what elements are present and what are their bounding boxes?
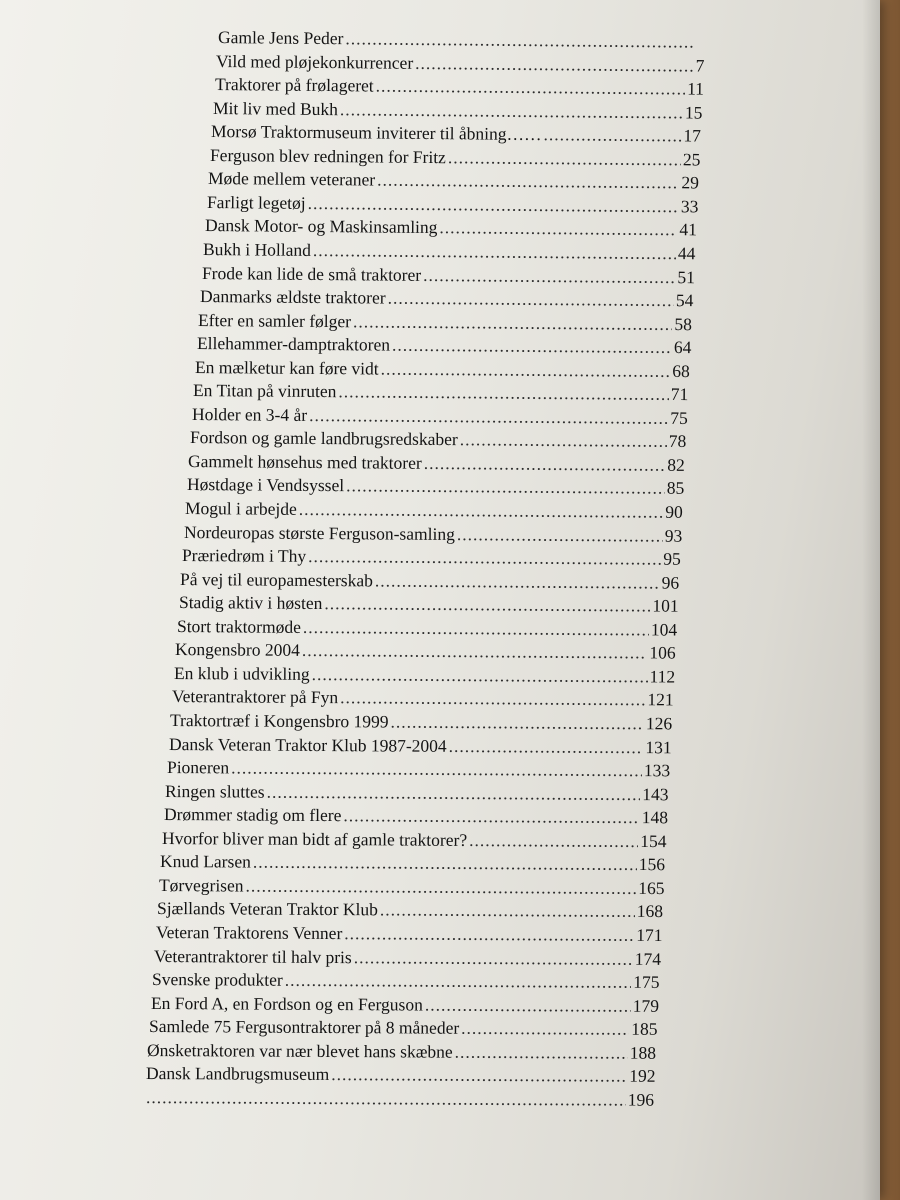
toc-entry <box>195 356 690 382</box>
toc-entry-page-number: 106 <box>649 642 676 663</box>
toc-entry <box>151 992 659 1017</box>
toc-dot-leader <box>331 1063 627 1087</box>
toc-dot-leader <box>354 946 633 970</box>
toc-dot-leader <box>307 192 678 217</box>
toc-entry <box>197 332 692 358</box>
toc-entry-title: Mit liv med Bukh <box>213 97 339 119</box>
toc-entry-page-number: 17 <box>683 125 702 146</box>
toc-entry <box>177 615 677 641</box>
toc-entry <box>144 1086 654 1111</box>
toc-entry-page-number: 33 <box>680 196 698 217</box>
toc-entry-title: Holder en 3-4 år <box>191 403 307 425</box>
toc-entry <box>157 897 663 922</box>
toc-entry-page-number: 82 <box>667 454 686 475</box>
toc-entry-title: Bukh i Holland <box>203 239 312 260</box>
toc-dot-leader <box>309 404 668 429</box>
toc-entry-title: Fordson og gamle landbrugsredskaber <box>189 427 458 450</box>
toc-entry-page-number: 11 <box>686 78 704 99</box>
toc-entry-page-number: 58 <box>674 313 693 334</box>
toc-entry-page-number: 179 <box>632 995 659 1016</box>
toc-entry <box>216 50 705 77</box>
toc-entry-title: Dansk Motor- og Maskinsamling <box>204 215 438 238</box>
page-edge-shadow <box>862 0 880 1200</box>
toc-entry-page-number: 54 <box>675 290 694 311</box>
toc-dot-leader <box>313 239 676 264</box>
toc-entry <box>201 262 694 288</box>
toc-entry-title: Ringen sluttes <box>165 780 266 802</box>
toc-entry-title: En Ford A, en Fordson og en Ferguson <box>150 992 423 1015</box>
toc-dot-leader <box>391 711 644 735</box>
toc-entry-page-number: 185 <box>631 1018 658 1039</box>
toc-entry-page-number: 101 <box>651 595 679 616</box>
toc-entry <box>175 638 676 664</box>
toc-entry-page-number: 171 <box>635 924 663 945</box>
toc-entry-title: Veterantraktorer på Fyn <box>171 686 339 708</box>
toc-entry-title: Stort traktormøde <box>176 615 301 637</box>
toc-entry-title: Knud Larsen <box>160 851 252 872</box>
toc-dot-leader <box>424 993 630 1016</box>
toc-entry-title: Mogul i arbejde <box>185 498 297 519</box>
toc-dot-leader <box>469 829 638 852</box>
toc-dot-leader <box>448 146 681 170</box>
toc-entry-page-number: 196 <box>627 1089 655 1110</box>
toc-entry-page-number: 168 <box>636 901 664 922</box>
toc-entry-page-number: 148 <box>641 807 668 828</box>
toc-entry-title: Efter en samler følger <box>198 309 352 331</box>
toc-entry-page-number: 93 <box>664 525 682 546</box>
toc-entry <box>165 780 669 805</box>
toc-entry <box>155 921 662 946</box>
toc-entry-page-number: 104 <box>650 619 678 640</box>
toc-entry <box>159 874 665 899</box>
toc-dot-leader <box>146 1086 626 1111</box>
toc-entry <box>188 450 685 476</box>
toc-dot-leader <box>340 687 645 711</box>
toc-entry-title: Veteran Traktorens Venner <box>155 921 342 943</box>
toc-entry-title: Kongensbro 2004 <box>175 639 301 661</box>
toc-entry-title: Drømmer stadig om flere <box>163 804 342 826</box>
toc-entry <box>178 591 678 617</box>
toc-entry <box>206 191 698 217</box>
toc-entry-title: En klub i udvikling <box>173 662 310 684</box>
toc-entry <box>210 144 701 170</box>
toc-entry <box>162 827 667 852</box>
toc-entry-title: Dansk Veteran Traktor Klub 1987-2004 <box>168 733 447 756</box>
toc-dot-leader <box>544 123 682 146</box>
toc-entry-title: Ferguson blev redningen for Fritz <box>209 144 446 167</box>
toc-entry <box>167 756 670 781</box>
toc-dot-leader <box>375 75 685 100</box>
toc-entry <box>193 379 688 405</box>
toc-entry-page-number: 96 <box>661 572 680 593</box>
toc-entry-title: Traktorer på frølageret <box>214 74 374 96</box>
toc-entry <box>180 568 679 594</box>
toc-entry <box>192 403 688 429</box>
toc-entry <box>200 285 694 311</box>
toc-entry <box>190 426 686 452</box>
toc-entry-page-number: 29 <box>681 172 700 193</box>
toc-entry-title: Svenske produkter <box>152 969 283 990</box>
toc-entry-page-number: 112 <box>649 666 675 687</box>
toc-entry-page-number: 7 <box>696 55 705 76</box>
toc-entry <box>169 733 672 758</box>
toc-entry-title: Pioneren <box>166 757 230 778</box>
toc-entry-title: Danmarks ældste traktorer <box>199 286 386 308</box>
toc-entry <box>152 968 660 993</box>
toc-entry <box>160 850 665 875</box>
toc-dot-leader <box>387 287 673 311</box>
toc-entry-title: Morsø Traktormuseum inviterer til åbning…… <box>211 121 543 145</box>
toc-entry <box>218 26 706 53</box>
toc-dot-leader <box>267 780 641 804</box>
toc-entry-page-number: 41 <box>679 219 697 240</box>
toc-entry-page-number: 15 <box>684 102 703 123</box>
toc-entry-title: Stadig aktiv i høsten <box>178 592 322 614</box>
toc-entry <box>183 521 681 547</box>
toc-entry-title: Samlede 75 Fergusontraktorer på 8 måneder <box>148 1016 460 1038</box>
toc-entry <box>215 73 704 100</box>
toc-entry-title: Ellehammer-damptraktoren <box>196 333 390 355</box>
toc-dot-leader <box>344 922 634 946</box>
toc-entry <box>205 214 697 240</box>
toc-dot-leader <box>392 334 672 358</box>
toc-entry <box>174 662 675 687</box>
toc-dot-leader <box>343 804 640 828</box>
toc-entry-title: Nordeuropas største Ferguson-samling <box>183 521 455 544</box>
toc-dot-leader <box>285 969 632 993</box>
toc-entry-title: Gammelt hønsehus med traktorer <box>188 450 423 473</box>
toc-dot-leader <box>302 639 648 663</box>
toc-entry-title: Høstdage i Vendsyssel <box>186 474 345 496</box>
toc-entry-title: Hvorfor bliver man bidt af gamle traktorer? <box>162 827 468 850</box>
toc-dot-leader <box>253 851 637 875</box>
toc-entry-title: Traktortræf i Kongensbro 1999 <box>170 710 389 732</box>
toc-dot-leader <box>377 169 679 194</box>
toc-entry-title: Tørvegrisen <box>158 874 244 896</box>
toc-entry-page-number: 95 <box>663 548 681 569</box>
toc-entry-page-number: 131 <box>645 736 672 757</box>
toc-entry-title: Dansk Landbrugsmuseum <box>145 1063 329 1085</box>
toc-dot-leader <box>424 452 666 476</box>
toc-entry-page-number: 156 <box>639 854 666 875</box>
toc-entry-title: Veterantraktorer til halv pris <box>153 945 352 967</box>
toc-entry-page-number: 143 <box>642 783 670 804</box>
toc-entry-page-number: 75 <box>669 407 688 428</box>
toc-entry-page-number: 78 <box>668 431 687 452</box>
toc-dot-leader <box>456 523 662 547</box>
toc-entry <box>211 120 701 147</box>
toc-dot-leader <box>346 475 665 499</box>
toc-entry <box>208 167 699 193</box>
toc-entry-page-number: 71 <box>670 384 689 405</box>
toc-entry-page-number: 64 <box>673 337 692 358</box>
toc-entry <box>149 1015 658 1040</box>
toc-entry <box>172 685 674 710</box>
toc-dot-leader <box>448 734 643 757</box>
toc-dot-leader <box>461 1017 629 1040</box>
toc-dot-leader <box>339 380 670 405</box>
toc-entry-title: Møde mellem veteraner <box>208 168 376 190</box>
toc-dot-leader <box>245 874 636 898</box>
toc-entry-page-number: 90 <box>665 501 683 522</box>
toc-entry-page-number: 68 <box>672 360 690 381</box>
toc-dot-leader <box>455 1040 628 1063</box>
toc-dot-leader <box>231 757 642 782</box>
toc-entry-page-number: 85 <box>666 478 685 499</box>
toc-dot-leader <box>423 263 675 287</box>
toc-entry-title: Præriedrøm i Thy <box>181 545 306 567</box>
toc-dot-leader <box>380 899 635 923</box>
toc-dot-leader <box>375 569 660 593</box>
toc-entry-title: På vej til europamesterskab <box>180 568 374 591</box>
toc-dot-leader <box>460 429 667 453</box>
toc-entry <box>154 945 661 970</box>
toc-entry <box>198 309 692 335</box>
toc-dot-leader <box>311 663 647 687</box>
toc-entry-page-number: 44 <box>677 243 696 264</box>
toc-entry-title: Farligt legetøj <box>206 191 306 213</box>
toc-entry-page-number: 192 <box>628 1065 656 1086</box>
toc-entry-page-number: 174 <box>634 948 662 969</box>
toc-dot-leader <box>345 27 694 52</box>
toc-dot-leader <box>299 498 664 523</box>
toc-entry <box>187 473 684 499</box>
toc-entry-page-number: 165 <box>638 877 665 898</box>
toc-dot-leader <box>303 616 649 640</box>
toc-entry-title: En mælketur kan føre vidt <box>194 356 379 379</box>
toc-entry <box>146 1062 656 1087</box>
toc-entry-title: Frode kan lide de små traktorer <box>201 262 421 285</box>
toc-entry <box>170 709 672 734</box>
toc-entry-page-number: 175 <box>633 971 660 992</box>
toc-entry-page-number: 25 <box>682 149 701 170</box>
toc-dot-leader <box>353 310 673 335</box>
toc-entry-title: Sjællands Veteran Traktor Klub <box>157 898 379 920</box>
toc-entry-page-number: 51 <box>676 266 695 287</box>
toc-entry-page-number: 121 <box>647 689 674 710</box>
toc-entry-title: Vild med pløjekonkurrencer <box>216 50 414 73</box>
toc-entry <box>147 1039 656 1064</box>
toc-entry <box>203 238 696 264</box>
toc-entry <box>164 803 668 828</box>
toc-entry <box>182 544 681 570</box>
toc-entry <box>213 97 703 124</box>
toc-entry-page-number: 133 <box>643 760 671 781</box>
toc-dot-leader <box>381 357 671 381</box>
toc-dot-leader <box>324 592 650 616</box>
toc-dot-leader <box>340 98 683 123</box>
toc-entry-title: En Titan på vinruten <box>193 380 337 402</box>
toc-entry-page-number: 154 <box>640 830 667 851</box>
toc-entry-page-number: 126 <box>646 713 673 734</box>
toc-entry-title: Gamle Jens Peder <box>217 27 344 49</box>
toc-entry <box>185 497 683 523</box>
toc-dot-leader <box>308 545 661 570</box>
toc-dot-leader <box>439 216 677 240</box>
toc-dot-leader <box>415 51 692 76</box>
toc-entry-title: Ønsketraktoren var nær blevet hans skæbne <box>147 1039 454 1062</box>
toc-entry-page-number: 188 <box>629 1042 657 1063</box>
